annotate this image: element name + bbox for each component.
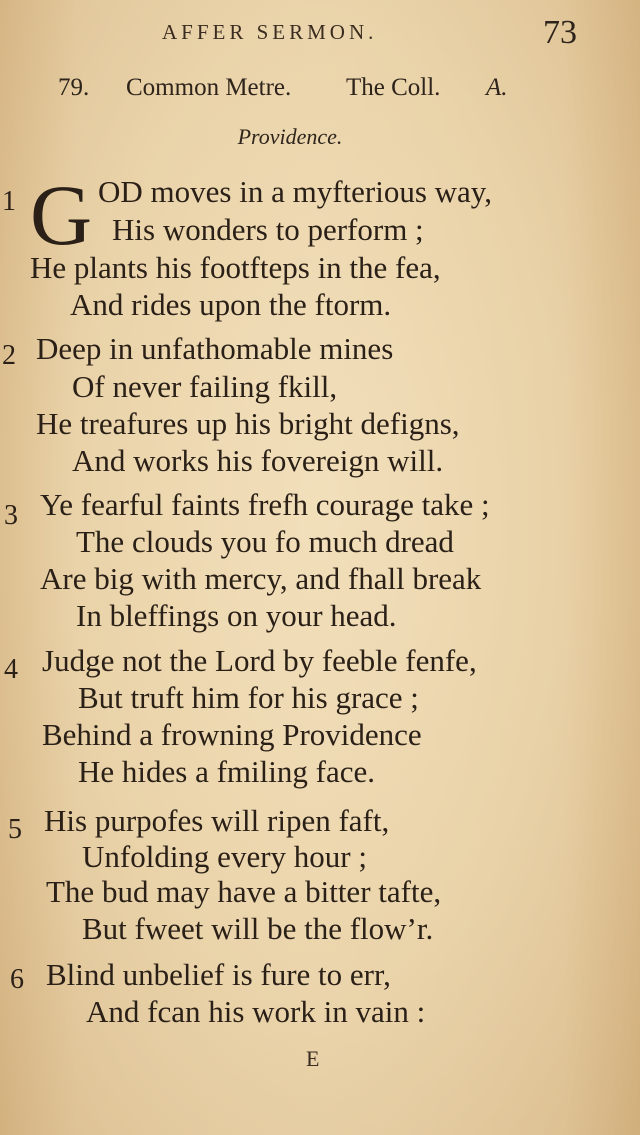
verse-line: Ye fearful faints frefh courage take ;: [40, 487, 490, 522]
hymn-tune: The Coll.: [346, 74, 441, 101]
verse-line: And works his fovereign will.: [72, 443, 444, 478]
stanza-number: 2: [2, 340, 16, 371]
hymn-letter: A.: [486, 74, 508, 101]
verse-line: The clouds you fo much dread: [76, 524, 454, 559]
verse-line: Behind a frowning Providence: [42, 717, 422, 752]
running-title: AFFER SERMON.: [162, 20, 378, 44]
verse-line: He plants his footfteps in the fea,: [30, 250, 441, 285]
stanza-number: 3: [4, 500, 18, 531]
hymn-number: 79.: [58, 74, 90, 101]
verse-line: The bud may have a bitter tafte,: [46, 874, 442, 909]
stanza-number: 1: [2, 186, 16, 217]
verse-line: Of never failing fkill,: [72, 369, 338, 404]
hymn-header: [58, 74, 618, 108]
hymn-meter: Common Metre.: [126, 74, 292, 101]
running-head: [0, 14, 640, 54]
verse-line: Unfolding every hour ;: [82, 839, 367, 874]
page-number: 73: [543, 14, 577, 51]
hymn-subject: Providence.: [237, 124, 343, 149]
verse-line: He treafures up his bright defigns,: [36, 406, 460, 441]
verse-line: His wonders to perform ;: [112, 212, 424, 247]
verse-line: Deep in unfathomable mines: [36, 331, 394, 366]
verse-line: In bleffings on your head.: [76, 598, 397, 633]
verse-line: But fweet will be the flow’r.: [82, 911, 434, 946]
verse-line: And fcan his work in vain :: [86, 994, 426, 1029]
verse-line: Are big with mercy, and fhall break: [40, 561, 482, 596]
signature-mark: E: [306, 1046, 320, 1071]
stanza-number: 6: [10, 964, 24, 995]
verse-line: And rides upon the ftorm.: [70, 287, 392, 322]
drop-cap: G: [30, 167, 93, 263]
verse-line: Judge not the Lord by feeble fenfe,: [42, 643, 477, 678]
verse-line: His purpofes will ripen faft,: [44, 803, 390, 838]
stanza-number: 4: [4, 654, 18, 685]
verse-line: But truft him for his grace ;: [78, 680, 419, 715]
verse-line: OD moves in a myfterious way,: [98, 174, 493, 209]
verse-line: Blind unbelief is fure to err,: [46, 957, 391, 992]
stanza-number: 5: [8, 814, 22, 845]
verse-line: He hides a fmiling face.: [78, 754, 375, 789]
